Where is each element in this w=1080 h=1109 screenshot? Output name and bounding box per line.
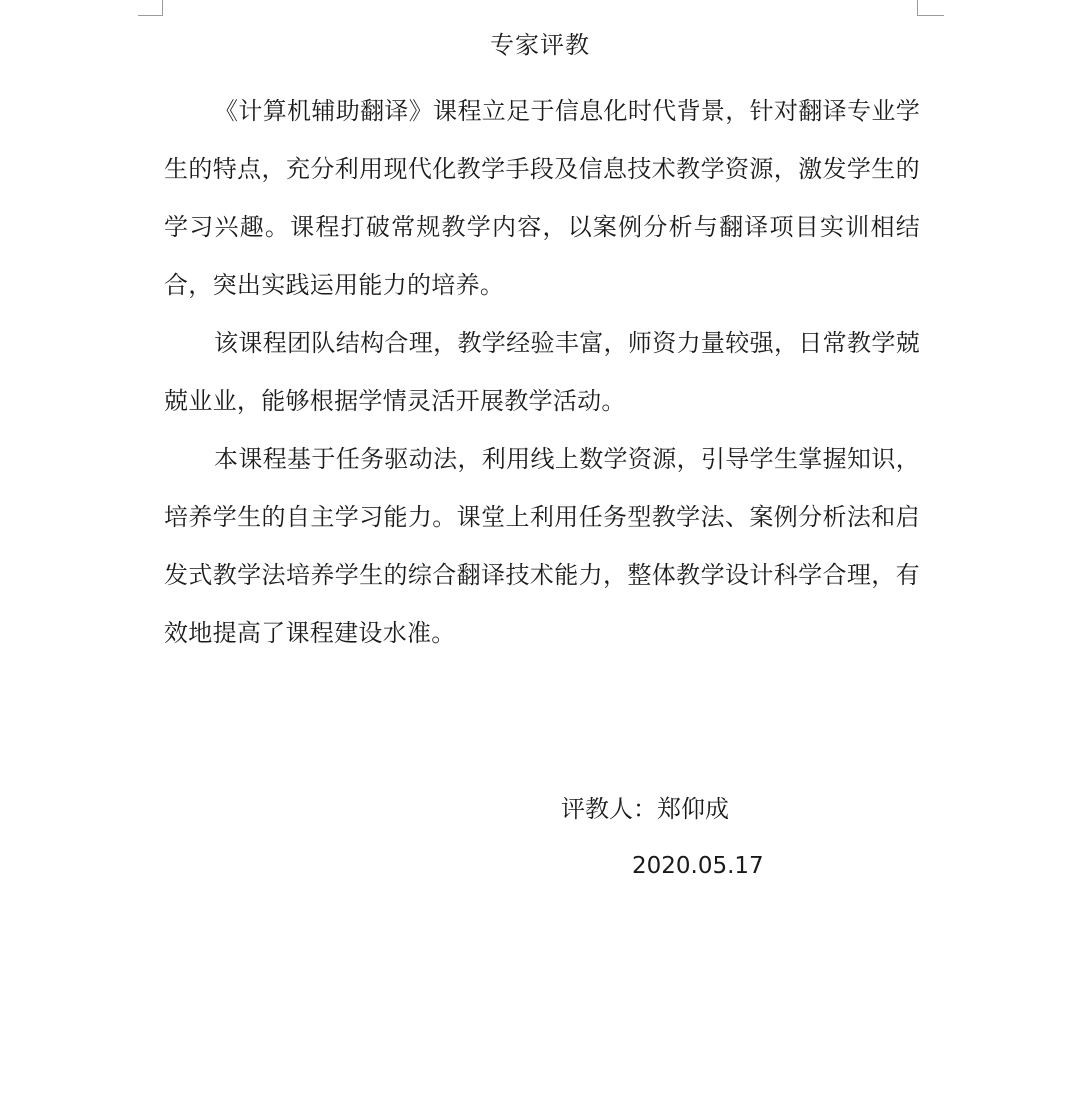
reviewer-signature: 评教人：郑仰成: [561, 795, 729, 823]
crop-mark-top-right: [917, 0, 944, 16]
document-body: [164, 82, 920, 662]
signature-date: 2020.05.17: [632, 853, 764, 879]
paragraph-1: 《计算机辅助翻译》课程立足于信息化时代背景，针对翻译专业学生的特点，充分利用现代化教学手段及信息技术教学资源，激发学生的学习兴趣。课程打破常规教学内容，以案例分析与翻译项目实训相结合，突出实践运用能力的培养。: [164, 97, 920, 299]
paragraph-3: 本课程基于任务驱动法，利用线上数学资源，引导学生掌握知识，培养学生的自主学习能力。课堂上利用任务型教学法、案例分析法和启发式教学法培养学生的综合翻译技术能力，整体教学设计科学合理，有效地提高了课程建设水准。: [164, 445, 920, 647]
paragraph-2: 该课程团队结构合理，教学经验丰富，师资力量较强，日常教学兢兢业业，能够根据学情灵活开展教学活动。: [164, 329, 920, 415]
crop-mark-top-left: [138, 0, 163, 16]
document-title: 专家评教: [490, 31, 590, 59]
